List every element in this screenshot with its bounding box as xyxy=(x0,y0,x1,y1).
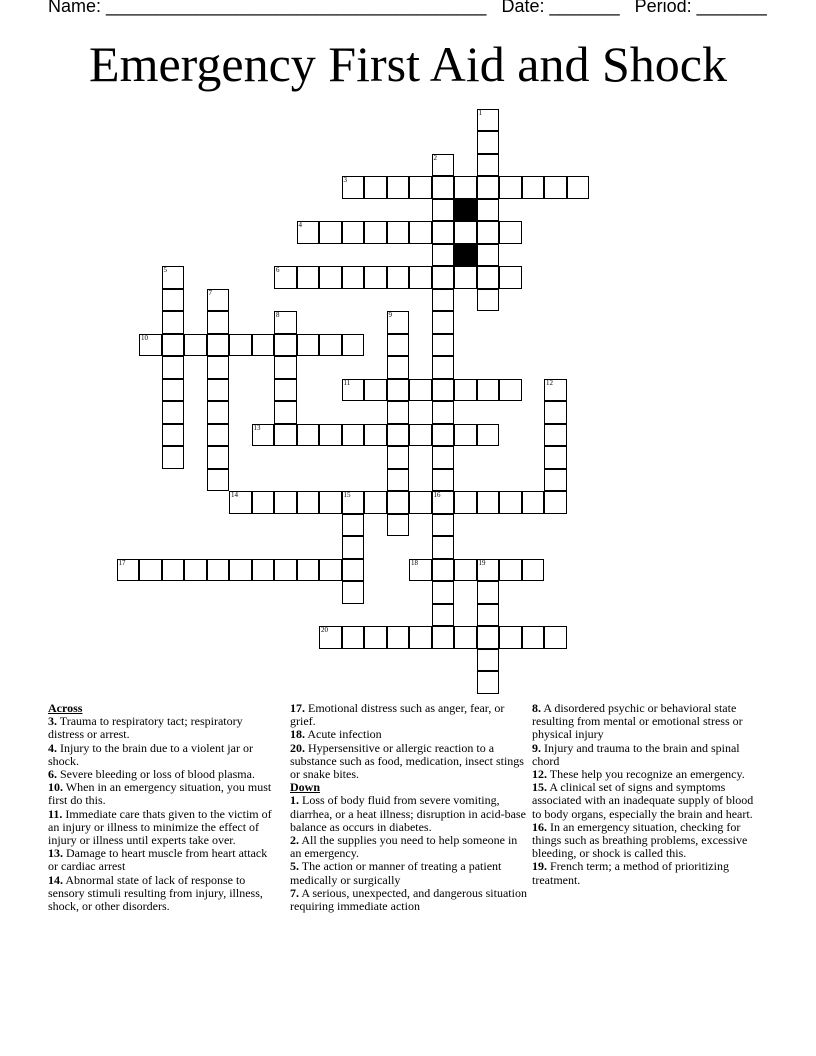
grid-cell[interactable] xyxy=(274,424,297,447)
grid-cell[interactable] xyxy=(342,581,365,604)
black-square xyxy=(454,199,477,222)
grid-cell[interactable] xyxy=(544,491,567,514)
grid-cell[interactable] xyxy=(544,401,567,424)
grid-cell[interactable] xyxy=(319,266,342,289)
grid-cell[interactable] xyxy=(432,491,455,514)
clue-label: 13. xyxy=(48,846,63,861)
clue-text: Abnormal state of lack of response to sensory stimuli resulting from injury, illness, shock, or other disorders. xyxy=(48,872,263,914)
grid-cell[interactable] xyxy=(342,176,365,199)
grid-cell[interactable] xyxy=(432,469,455,492)
grid-cell[interactable] xyxy=(432,559,455,582)
clues-column-2 xyxy=(290,702,528,913)
grid-cell[interactable] xyxy=(387,176,410,199)
grid-cell[interactable] xyxy=(162,424,185,447)
grid-cell[interactable] xyxy=(319,559,342,582)
grid-cell[interactable] xyxy=(162,311,185,334)
grid-cell[interactable] xyxy=(432,536,455,559)
grid-cell[interactable] xyxy=(364,266,387,289)
grid-cell[interactable] xyxy=(477,559,500,582)
grid-cell[interactable] xyxy=(162,289,185,312)
period-label: Period: xyxy=(634,0,692,16)
grid-cell[interactable] xyxy=(387,221,410,244)
down-clue xyxy=(532,781,764,821)
grid-cell[interactable] xyxy=(499,491,522,514)
grid-cell[interactable] xyxy=(139,559,162,582)
grid-cell[interactable] xyxy=(342,536,365,559)
grid-cell[interactable] xyxy=(432,581,455,604)
grid-cell[interactable] xyxy=(432,401,455,424)
across-clue xyxy=(48,781,276,807)
clue-number: 13 xyxy=(253,423,261,432)
grid-cell[interactable] xyxy=(297,266,320,289)
grid-cell[interactable] xyxy=(229,559,252,582)
clue-number: 15 xyxy=(343,491,351,499)
grid-cell[interactable] xyxy=(207,289,230,312)
grid-cell[interactable] xyxy=(162,334,185,357)
grid-cell[interactable] xyxy=(409,491,432,514)
clues-column-1 xyxy=(48,702,276,913)
across-clue xyxy=(290,702,528,728)
grid-cell[interactable] xyxy=(342,334,365,357)
grid-cell[interactable] xyxy=(522,491,545,514)
grid-cell[interactable] xyxy=(387,514,410,537)
clue-number: 2 xyxy=(433,153,437,162)
grid-cell[interactable] xyxy=(364,221,387,244)
grid-cell[interactable] xyxy=(387,401,410,424)
grid-cell[interactable] xyxy=(342,221,365,244)
clue-label: 2. xyxy=(290,833,299,848)
clue-label: 17. xyxy=(290,701,305,715)
grid-cell[interactable] xyxy=(207,424,230,447)
grid-cell[interactable] xyxy=(432,424,455,447)
clue-text: A serious, unexpected, and dangerous situation requiring immediate action xyxy=(290,885,527,914)
grid-cell[interactable] xyxy=(297,559,320,582)
grid-cell[interactable] xyxy=(207,446,230,469)
black-square xyxy=(454,244,477,267)
grid-cell[interactable] xyxy=(477,649,500,672)
grid-cell[interactable] xyxy=(252,559,275,582)
grid-cell[interactable] xyxy=(567,176,590,199)
clue-text: The action or manner of treating a patient medically or surgically xyxy=(290,859,502,887)
clue-text: French term; a method of prioritizing treatment. xyxy=(532,859,729,887)
grid-cell[interactable] xyxy=(409,424,432,447)
grid-cell[interactable] xyxy=(364,626,387,649)
clue-label: 19. xyxy=(532,859,547,874)
clue-label: 11. xyxy=(48,806,63,821)
clue-number: 11 xyxy=(343,378,351,387)
grid-cell[interactable] xyxy=(274,491,297,514)
grid-cell[interactable] xyxy=(477,154,500,177)
grid-cell[interactable] xyxy=(454,491,477,514)
name-blank[interactable]: ______________________________________ xyxy=(106,0,487,16)
grid-cell[interactable] xyxy=(274,559,297,582)
grid-cell[interactable] xyxy=(454,424,477,447)
grid-cell[interactable] xyxy=(139,334,162,357)
grid-cell[interactable] xyxy=(207,334,230,357)
grid-cell[interactable] xyxy=(162,356,185,379)
grid-cell[interactable] xyxy=(387,626,410,649)
clue-text: A clinical set of signs and symptoms associated with an inadequate supply of blood to body organs, especially the brain and heart. xyxy=(532,780,754,821)
grid-cell[interactable] xyxy=(162,559,185,582)
grid-cell[interactable] xyxy=(454,266,477,289)
grid-cell[interactable] xyxy=(387,356,410,379)
clue-label: 5. xyxy=(290,859,299,874)
grid-cell[interactable] xyxy=(477,379,500,402)
grid-cell[interactable] xyxy=(297,334,320,357)
grid-cell[interactable] xyxy=(387,311,410,334)
across-clue xyxy=(48,715,276,741)
across-heading: Across xyxy=(48,701,83,715)
grid-cell[interactable] xyxy=(432,221,455,244)
grid-cell[interactable] xyxy=(387,266,410,289)
grid-cell[interactable] xyxy=(364,379,387,402)
grid-cell[interactable] xyxy=(477,109,500,132)
grid-cell[interactable] xyxy=(387,334,410,357)
across-clue xyxy=(290,742,528,782)
grid-cell[interactable] xyxy=(454,626,477,649)
grid-cell[interactable] xyxy=(207,356,230,379)
grid-cell[interactable] xyxy=(319,626,342,649)
grid-cell[interactable] xyxy=(544,424,567,447)
period-blank[interactable]: _______ xyxy=(696,0,767,16)
down-clue xyxy=(532,702,764,742)
clue-number: 7 xyxy=(208,288,212,297)
grid-cell[interactable] xyxy=(207,401,230,424)
grid-cell[interactable] xyxy=(207,311,230,334)
grid-cell[interactable] xyxy=(477,131,500,154)
grid-cell[interactable] xyxy=(477,266,500,289)
clue-text: Emotional distress such as anger, fear, or grief. xyxy=(290,701,505,729)
grid-cell[interactable] xyxy=(207,379,230,402)
grid-cell[interactable] xyxy=(252,424,275,447)
clue-text: Severe bleeding or loss of blood plasma. xyxy=(60,767,255,782)
clue-label: 7. xyxy=(290,885,299,900)
grid-cell[interactable] xyxy=(499,176,522,199)
clue-text: A disordered psychic or behavioral state resulting from mental or emotional stress or physical injury xyxy=(532,701,743,742)
clue-label: 14. xyxy=(48,872,63,887)
grid-cell[interactable] xyxy=(477,581,500,604)
across-clue xyxy=(48,742,276,768)
grid-cell[interactable] xyxy=(477,176,500,199)
grid-cell[interactable] xyxy=(297,221,320,244)
grid-cell[interactable] xyxy=(409,176,432,199)
grid-cell[interactable] xyxy=(544,379,567,402)
clue-text: Immediate care thats given to the victim of an injury or illness to minimize the effect of injury or illness until experts take over. xyxy=(48,806,272,848)
grid-cell[interactable] xyxy=(274,334,297,357)
grid-cell[interactable] xyxy=(454,176,477,199)
grid-cell[interactable] xyxy=(432,199,455,222)
grid-cell[interactable] xyxy=(162,379,185,402)
grid-cell[interactable] xyxy=(454,221,477,244)
grid-cell[interactable] xyxy=(274,356,297,379)
grid-cell[interactable] xyxy=(387,469,410,492)
grid-cell[interactable] xyxy=(432,334,455,357)
grid-cell[interactable] xyxy=(364,491,387,514)
grid-cell[interactable] xyxy=(477,604,500,627)
grid-cell[interactable] xyxy=(387,424,410,447)
grid-cell[interactable] xyxy=(499,379,522,402)
grid-cell[interactable] xyxy=(499,221,522,244)
grid-cell[interactable] xyxy=(387,491,410,514)
clue-text: Damage to heart muscle from heart attack or cardiac arrest xyxy=(48,846,268,874)
grid-cell[interactable] xyxy=(387,446,410,469)
grid-cell[interactable] xyxy=(544,176,567,199)
clue-label: 16. xyxy=(532,819,547,834)
grid-cell[interactable] xyxy=(432,311,455,334)
clue-label: 6. xyxy=(48,767,57,782)
grid-cell[interactable] xyxy=(477,424,500,447)
clue-label: 3. xyxy=(48,714,57,729)
grid-cell[interactable] xyxy=(364,176,387,199)
clue-label: 9. xyxy=(532,740,541,755)
grid-cell[interactable] xyxy=(229,334,252,357)
clue-number: 16 xyxy=(433,491,441,499)
date-blank[interactable]: _______ xyxy=(549,0,620,16)
grid-cell[interactable] xyxy=(319,334,342,357)
clue-text: Loss of body fluid from severe vomiting, diarrhea, or a heat illness; disruption in acid-base balance as occurs in diabetes. xyxy=(290,793,526,834)
grid-cell[interactable] xyxy=(409,626,432,649)
across-clue xyxy=(48,847,276,873)
clue-label: 12. xyxy=(532,767,547,782)
grid-cell[interactable] xyxy=(274,266,297,289)
grid-cell[interactable] xyxy=(454,559,477,582)
clue-text: Acute infection xyxy=(307,727,382,742)
grid-cell[interactable] xyxy=(409,559,432,582)
grid-cell[interactable] xyxy=(342,424,365,447)
grid-cell[interactable] xyxy=(207,469,230,492)
grid-cell[interactable] xyxy=(499,626,522,649)
grid-cell[interactable] xyxy=(544,446,567,469)
grid-cell[interactable] xyxy=(342,379,365,402)
grid-cell[interactable] xyxy=(342,626,365,649)
grid-cell[interactable] xyxy=(477,671,500,694)
grid-cell[interactable] xyxy=(477,289,500,312)
grid-cell[interactable] xyxy=(499,559,522,582)
down-clue xyxy=(290,860,528,886)
name-label: Name: xyxy=(48,0,102,16)
grid-cell[interactable] xyxy=(544,469,567,492)
clue-number: 17 xyxy=(118,558,126,567)
grid-cell[interactable] xyxy=(477,244,500,267)
grid-cell[interactable] xyxy=(117,559,140,582)
down-clue xyxy=(532,821,764,861)
down-clue xyxy=(290,887,528,913)
grid-cell[interactable] xyxy=(297,424,320,447)
clue-number: 10 xyxy=(141,333,148,342)
grid-cell[interactable] xyxy=(364,424,387,447)
grid-cell[interactable] xyxy=(274,379,297,402)
down-heading: Down xyxy=(290,780,321,795)
grid-cell[interactable] xyxy=(432,176,455,199)
clue-text: Injury and trauma to the brain and spinal chord xyxy=(532,740,740,768)
grid-cell[interactable] xyxy=(162,401,185,424)
clue-label: 10. xyxy=(48,780,63,795)
grid-cell[interactable] xyxy=(319,491,342,514)
clue-text: When in an emergency situation, you must first do this. xyxy=(48,780,272,808)
down-clue xyxy=(290,794,528,834)
grid-cell[interactable] xyxy=(477,626,500,649)
down-clue xyxy=(532,860,764,886)
grid-cell[interactable] xyxy=(319,221,342,244)
clue-number: 14 xyxy=(231,491,238,499)
grid-cell[interactable] xyxy=(454,379,477,402)
grid-cell[interactable] xyxy=(342,514,365,537)
grid-cell[interactable] xyxy=(522,626,545,649)
date-label: Date: xyxy=(501,0,545,16)
clues-column-3 xyxy=(532,702,764,887)
grid-cell[interactable] xyxy=(499,266,522,289)
grid-cell[interactable] xyxy=(274,311,297,334)
clue-number: 19 xyxy=(478,558,486,567)
grid-cell[interactable] xyxy=(387,379,410,402)
grid-cell[interactable] xyxy=(184,334,207,357)
grid-cell[interactable] xyxy=(432,244,455,267)
down-clue xyxy=(532,742,764,768)
grid-cell[interactable] xyxy=(477,221,500,244)
grid-cell[interactable] xyxy=(274,401,297,424)
clue-number: 20 xyxy=(321,626,328,634)
grid-cell[interactable] xyxy=(432,379,455,402)
grid-cell[interactable] xyxy=(477,491,500,514)
grid-cell[interactable] xyxy=(229,491,252,514)
clue-label: 20. xyxy=(290,740,305,755)
grid-cell[interactable] xyxy=(342,266,365,289)
clue-number: 1 xyxy=(478,108,482,117)
across-clue xyxy=(48,874,276,914)
grid-cell[interactable] xyxy=(207,559,230,582)
grid-cell[interactable] xyxy=(252,491,275,514)
grid-cell[interactable] xyxy=(432,266,455,289)
grid-cell[interactable] xyxy=(162,266,185,289)
clue-number: 9 xyxy=(388,311,392,319)
clue-text: Trauma to respiratory tact; respiratory distress or arrest. xyxy=(48,714,243,742)
page-title: Emergency First Aid and Shock xyxy=(89,36,727,92)
grid-cell[interactable] xyxy=(432,154,455,177)
grid-cell[interactable] xyxy=(319,424,342,447)
grid-cell[interactable] xyxy=(432,514,455,537)
clue-label: 4. xyxy=(48,740,57,755)
clue-text: These help you recognize an emergency. xyxy=(549,767,745,782)
grid-cell[interactable] xyxy=(432,289,455,312)
grid-cell[interactable] xyxy=(184,559,207,582)
clue-number: 4 xyxy=(298,221,302,229)
down-clue xyxy=(290,834,528,860)
clue-number: 3 xyxy=(343,176,347,184)
grid-cell[interactable] xyxy=(162,446,185,469)
clue-text: Hypersensitive or allergic reaction to a substance such as food, medication, insect stings or snake bites. xyxy=(290,740,524,782)
across-clue xyxy=(48,808,276,848)
grid-cell[interactable] xyxy=(477,199,500,222)
grid-cell[interactable] xyxy=(297,491,320,514)
clue-number: 8 xyxy=(276,311,280,319)
grid-cell[interactable] xyxy=(544,626,567,649)
clue-number: 6 xyxy=(276,266,280,274)
clue-label: 18. xyxy=(290,727,305,742)
grid-cell[interactable] xyxy=(409,221,432,244)
clue-number: 18 xyxy=(411,558,418,567)
clue-label: 15. xyxy=(532,780,547,795)
clue-number: 12 xyxy=(546,378,553,387)
grid-cell[interactable] xyxy=(522,176,545,199)
clue-text: Injury to the brain due to a violent jar or shock. xyxy=(48,740,253,768)
grid-cell[interactable] xyxy=(252,334,275,357)
grid-cell[interactable] xyxy=(342,559,365,582)
grid-cell[interactable] xyxy=(432,604,455,627)
grid-cell[interactable] xyxy=(432,626,455,649)
clue-number: 5 xyxy=(163,266,167,274)
grid-cell[interactable] xyxy=(409,379,432,402)
grid-cell[interactable] xyxy=(432,356,455,379)
clue-label: 8. xyxy=(532,701,541,715)
grid-cell[interactable] xyxy=(409,266,432,289)
clue-text: All the supplies you need to help someone in an emergency. xyxy=(290,833,518,861)
grid-cell[interactable] xyxy=(342,491,365,514)
clue-label: 1. xyxy=(290,793,299,808)
grid-cell[interactable] xyxy=(522,559,545,582)
clue-text: In an emergency situation, checking for things such as breathing problems, excessive bleeding, or shock is called this. xyxy=(532,819,748,861)
grid-cell[interactable] xyxy=(432,446,455,469)
